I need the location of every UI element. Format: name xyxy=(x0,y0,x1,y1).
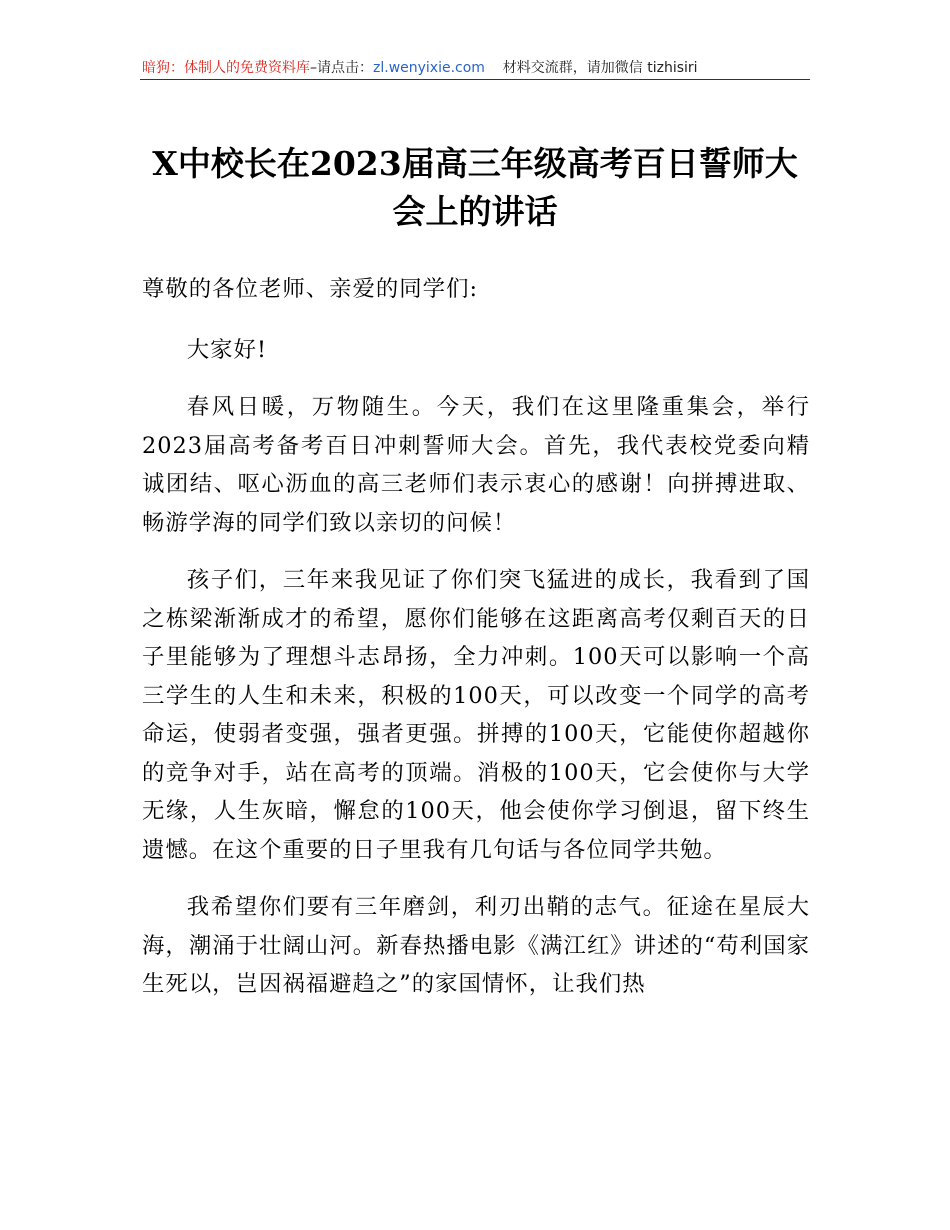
paragraph: 大家好! xyxy=(186,336,267,363)
paragraph: 孩子们，三年来我见证了你们突飞猛进的成长，我看到了国之栋梁渐渐成才的希望，愿你们能够在这距离高考仅剩百天的日子里能够为了理想斗志昂扬，全力冲刺。100天可以影响一个高三学生的人生和未来，积极的100天，可以改变一个同学的高考命运，使弱者变强，强者更强。拼搏的100天，它能使你超越你的竞争对手，站在高考的顶端。消极的100天，它会使你与大学无缘，人生灰暗，懈怠的100天，他会使你学习倒退，留下终生遗憾。在这个重要的日子里我有几句话与各位同学共勉。 xyxy=(142,567,810,863)
promo-text: 暗狗：体制人的免费资料库 xyxy=(142,60,310,76)
header-divider xyxy=(140,79,810,80)
promo-click-label: –请点击： xyxy=(310,60,373,76)
salutation: 尊敬的各位老师、亲爱的同学们: xyxy=(142,276,479,302)
document-title: X中校长在2023届高三年级高考百日誓师大会上的讲话 xyxy=(152,144,798,231)
promo-link[interactable]: zl.wenyixie.com xyxy=(373,60,485,76)
paragraph: 我希望你们要有三年磨剑，利刃出鞘的志气。征途在星辰大海，潮涌于壮阔山河。新春热播电影《满江红》讲述的“苟利国家生死以，岂因祸福避趋之”的家国情怀，让我们热 xyxy=(142,894,810,997)
paragraph: 春风日暖，万物随生。今天，我们在这里隆重集会，举行2023届高考备考百日冲刺誓师大会。首先，我代表校党委向精诚团结、呕心沥血的高三老师们表示衷心的感谢！向拼搏进取、畅游学海的同学们致以亲切的问候！ xyxy=(142,394,810,536)
document-body xyxy=(142,270,810,1023)
promo-wechat: 材料交流群，请加微信 tizhisiri xyxy=(502,60,698,76)
